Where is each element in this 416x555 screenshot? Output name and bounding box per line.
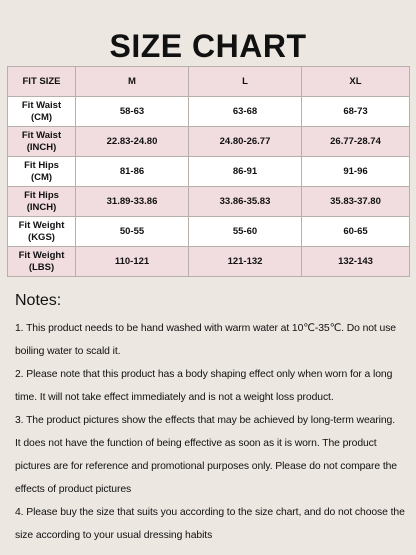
table-cell: 58-63 (76, 97, 189, 127)
table-cell: 50-55 (76, 217, 189, 247)
notes-line: 2. Please note that this product has a body shaping effect only when worn for a long (15, 369, 393, 380)
table-cell: 110-121 (76, 247, 189, 277)
row-label-unit: (KGS) (28, 231, 55, 243)
table-cell: 26.77-28.74 (302, 127, 410, 157)
table-row (8, 157, 410, 187)
table-cell: 63-68 (189, 97, 302, 127)
table-row (8, 97, 410, 127)
table-cell: 81-86 (76, 157, 189, 187)
row-label-unit: (INCH) (26, 141, 57, 153)
notes-section (15, 291, 407, 547)
row-label (8, 217, 76, 247)
notes-line: size according to your usual dressing habits (15, 530, 213, 541)
row-label-unit: (CM) (30, 111, 53, 123)
table-cell: 31.89-33.86 (76, 187, 189, 217)
row-label (8, 97, 76, 127)
notes-line: time. It will not take effect immediately and is not a weight loss product. (15, 392, 334, 403)
header-cell-xl: XL (302, 67, 410, 97)
header-cell-m: M (76, 67, 189, 97)
table-cell: 121-132 (189, 247, 302, 277)
row-label-unit: (INCH) (26, 201, 57, 213)
table-row (8, 217, 410, 247)
page-title: SIZE CHART (109, 28, 307, 64)
table-cell: 33.86-35.83 (189, 187, 302, 217)
table-cell: 24.80-26.77 (189, 127, 302, 157)
table-cell: 55-60 (189, 217, 302, 247)
table-row (8, 247, 410, 277)
table-cell: 86-91 (189, 157, 302, 187)
notes-title: Notes: (15, 292, 62, 309)
size-table (7, 66, 410, 277)
row-label-name: Fit Waist (21, 99, 62, 111)
row-label (8, 247, 76, 277)
notes-line: effects of product pictures (15, 484, 132, 495)
table-cell: 60-65 (302, 217, 410, 247)
header-cell-l: L (189, 67, 302, 97)
row-label (8, 187, 76, 217)
row-label-name: Fit Hips (24, 159, 59, 171)
row-label (8, 127, 76, 157)
row-label-unit: (LBS) (28, 261, 55, 273)
row-label-unit: (CM) (30, 171, 53, 183)
notes-line: 3. The product pictures show the effects that may be achieved by long-term wearing. (15, 415, 396, 426)
table-row (8, 187, 410, 217)
notes-line: It does not have the function of being effective as soon as it is worn. The product (15, 438, 377, 449)
table-cell: 91-96 (302, 157, 410, 187)
table-header-row (8, 67, 410, 97)
notes-line: 4. Please buy the size that suits you according to the size chart, and do not choose the (15, 507, 405, 518)
header-cell-fit-size: FIT SIZE (8, 67, 76, 97)
row-label-name: Fit Weight (18, 219, 65, 231)
row-label (8, 157, 76, 187)
row-label-name: Fit Waist (21, 129, 62, 141)
row-label-name: Fit Weight (18, 249, 65, 261)
row-label-name: Fit Hips (24, 189, 59, 201)
notes-line: 1. This product needs to be hand washed with warm water at 10℃-35℃. Do not use (15, 323, 396, 334)
table-cell: 22.83-24.80 (76, 127, 189, 157)
table-cell: 68-73 (302, 97, 410, 127)
notes-line: pictures are for reference and promotional purposes only. Please do not compare the (15, 461, 397, 472)
table-cell: 132-143 (302, 247, 410, 277)
table-cell: 35.83-37.80 (302, 187, 410, 217)
notes-line: boiling water to scald it. (15, 346, 121, 357)
table-row (8, 127, 410, 157)
